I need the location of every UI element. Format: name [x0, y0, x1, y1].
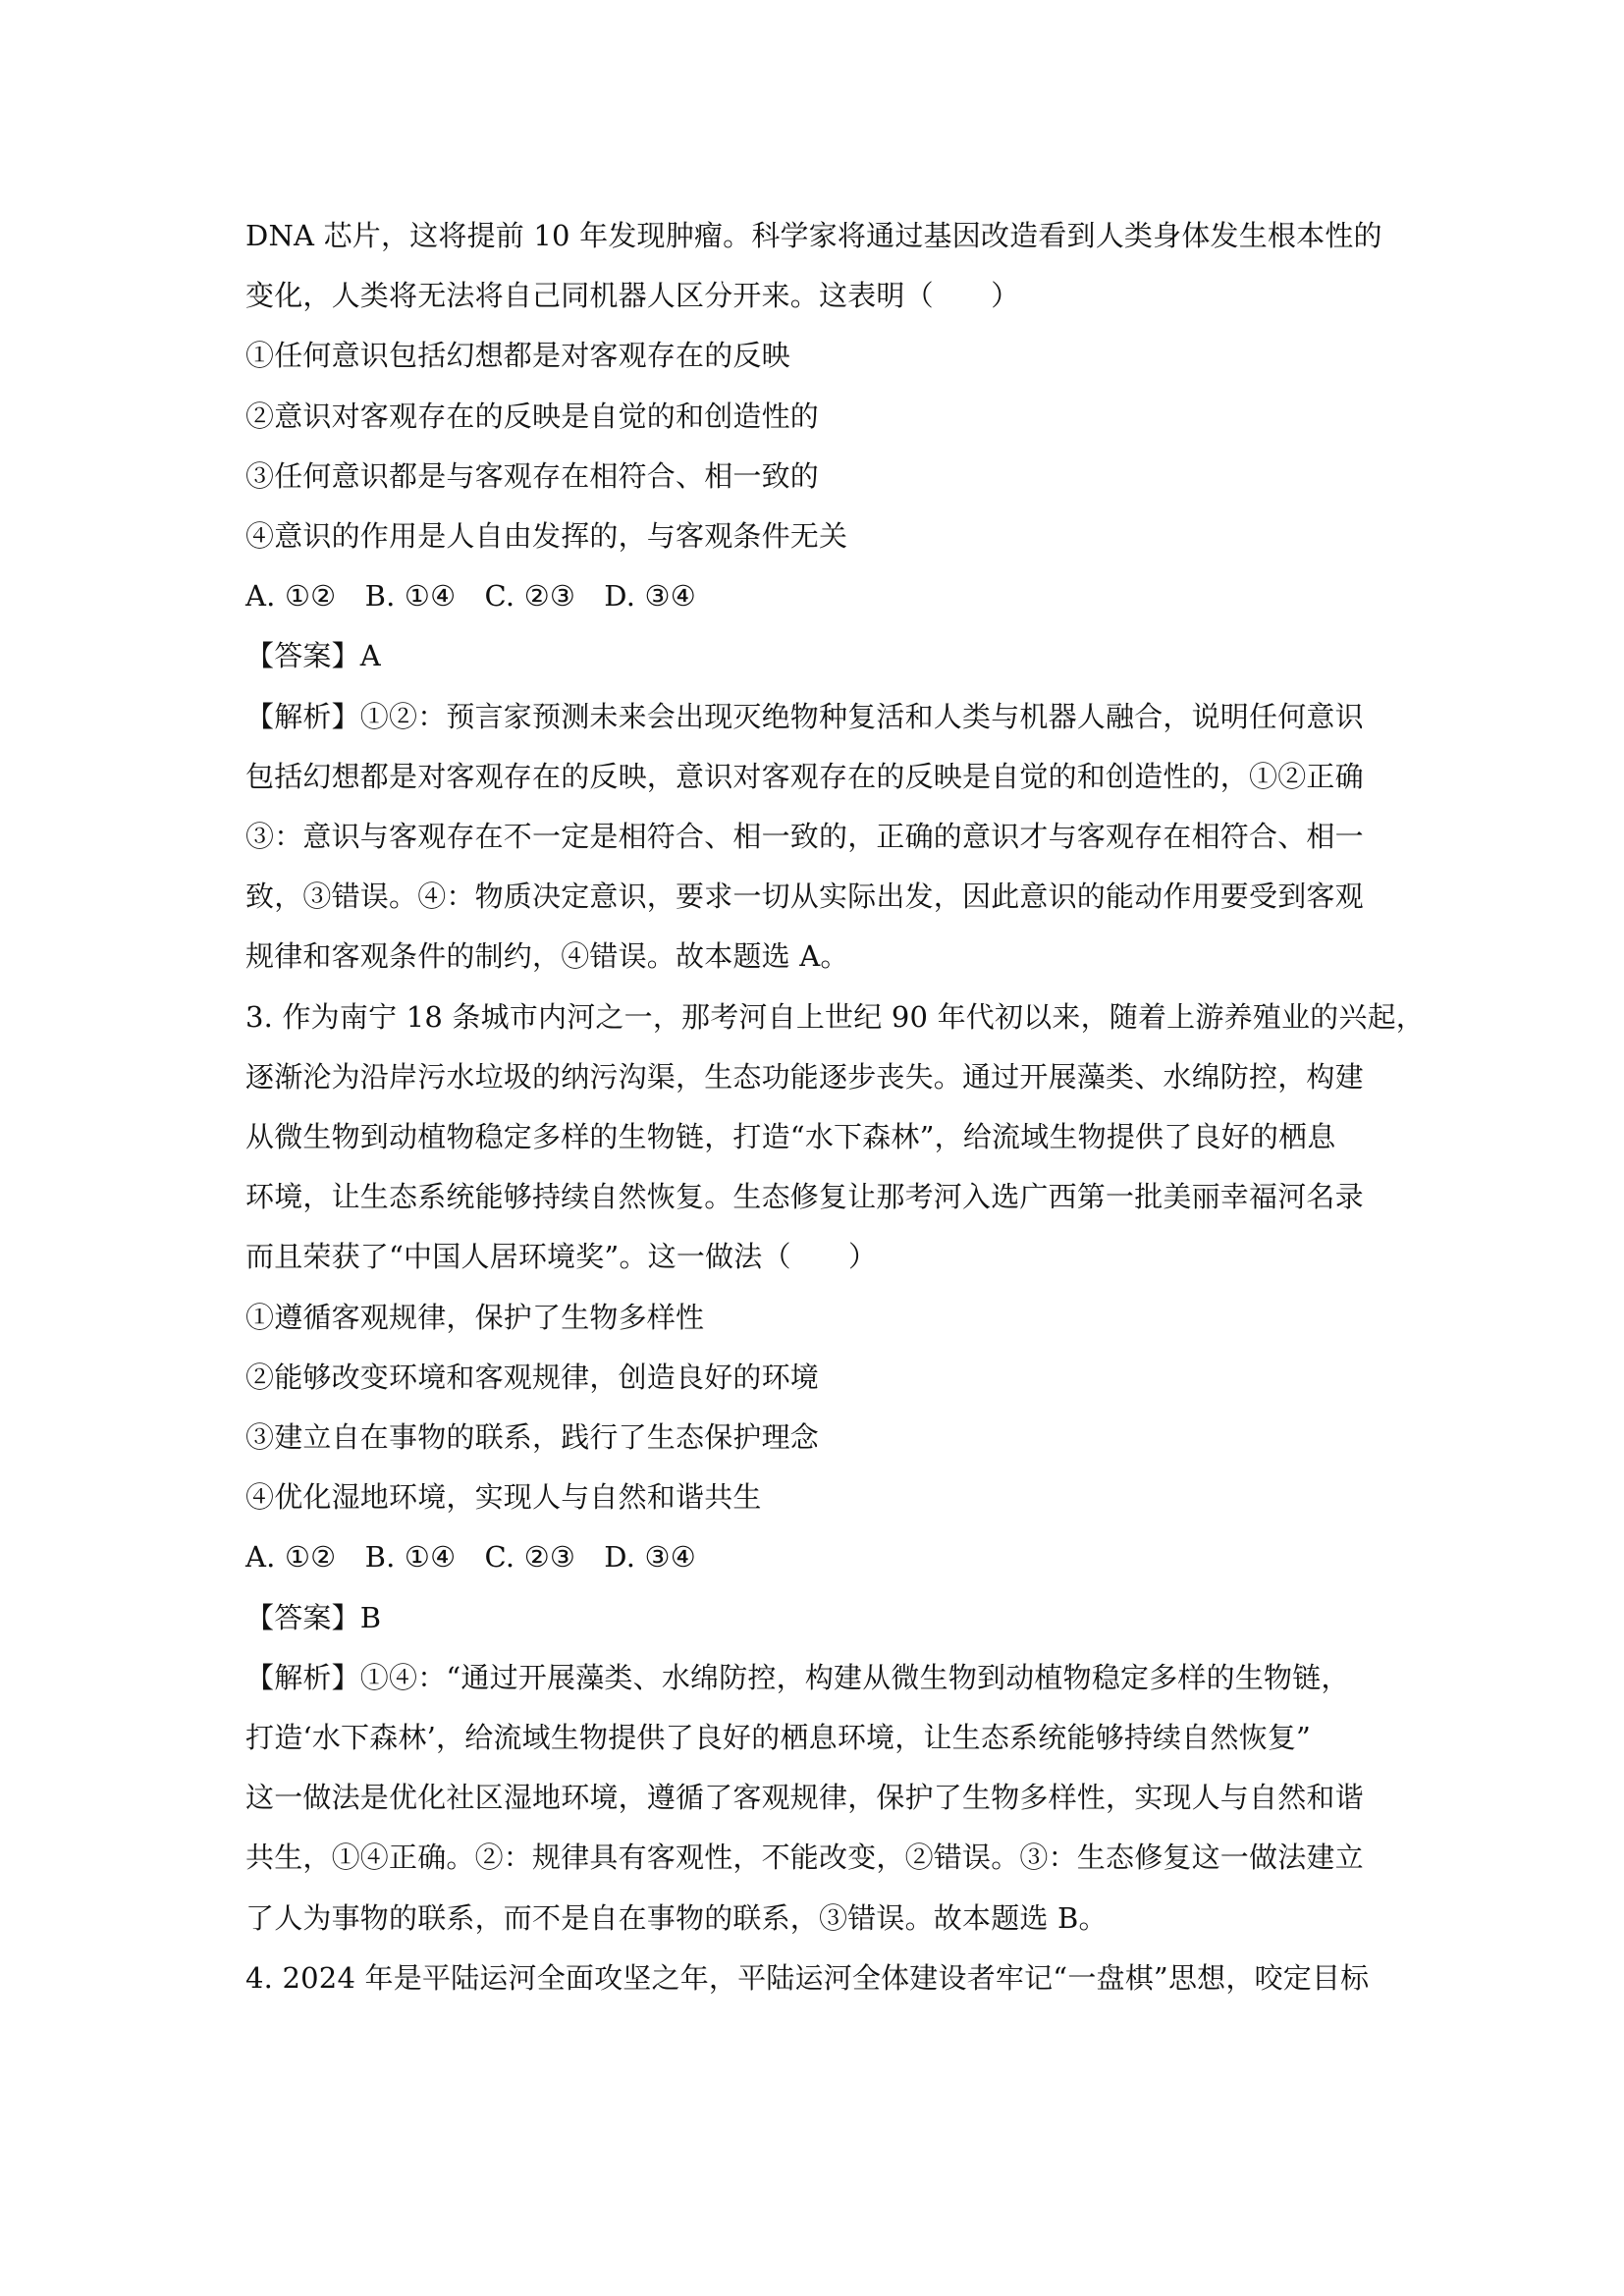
q2-stem-line-2: 变化，人类将无法将自己同机器人区分开来。这表明（ ） [245, 279, 1020, 313]
q3-choices: A. ①② B. ①④ C. ②③ D. ③④ [245, 1540, 696, 1575]
q3-option-1: ①遵循客观规律，保护了生物多样性 [245, 1300, 705, 1334]
q3-stem-line-3: 从微生物到动植物稳定多样的生物链，打造“水下森林”，给流域生物提供了良好的栖息 [245, 1120, 1336, 1154]
q2-analysis-line-4: 致，③错误。④：物质决定意识，要求一切从实际出发，因此意识的能动作用要受到客观 [245, 880, 1364, 914]
q3-stem-line-2: 逐渐沦为沿岸污水垃圾的纳污沟渠，生态功能逐步丧失。通过开展藻类、水绵防控，构建 [245, 1059, 1364, 1094]
q3-analysis-line-2: 打造‘水下森林’，给流域生物提供了良好的栖息环境，让生态系统能够持续自然恢复” [245, 1721, 1312, 1755]
q3-analysis-line-5: 了人为事物的联系，而不是自在事物的联系，③错误。故本题选 B。 [245, 1900, 1108, 1935]
q3-stem-line-4: 环境，让生态系统能够持续自然恢复。生态修复让那考河入选广西第一批美丽幸福河名录 [245, 1180, 1364, 1214]
q3-analysis-line-4: 共生，①④正确。②：规律具有客观性，不能改变，②错误。③：生态修复这一做法建立 [245, 1841, 1364, 1875]
q2-analysis-line-3: ③：意识与客观存在不一定是相符合、相一致的，正确的意识才与客观存在相符合、相一 [245, 820, 1364, 854]
q2-option-4: ④意识的作用是人自由发挥的，与客观条件无关 [245, 519, 848, 554]
q3-option-2: ②能够改变环境和客观规律，创造良好的环境 [245, 1360, 820, 1394]
q3-answer: 【答案】B [245, 1600, 382, 1634]
q2-analysis-line-5: 规律和客观条件的制约，④错误。故本题选 A。 [245, 939, 849, 974]
q4-stem-line-1: 4. 2024 年是平陆运河全面攻坚之年，平陆运河全体建设者牢记“一盘棋”思想，咬定目标 [245, 1960, 1370, 1995]
q2-analysis-line-2: 包括幻想都是对客观存在的反映，意识对客观存在的反映是自觉的和创造性的，①②正确 [245, 759, 1364, 793]
q3-option-3: ③建立自在事物的联系，践行了生态保护理念 [245, 1420, 820, 1455]
q2-choices: A. ①② B. ①④ C. ②③ D. ③④ [245, 579, 696, 614]
q2-stem-line-1: DNA 芯片，这将提前 10 年发现肿瘤。科学家将通过基因改造看到人类身体发生根本性的 [245, 219, 1382, 252]
q3-stem-line-5: 而且荣获了“中国人居环境奖”。这一做法（ ） [245, 1240, 878, 1274]
q2-option-3: ③任何意识都是与客观存在相符合、相一致的 [245, 458, 820, 493]
q2-answer: 【答案】A [245, 639, 381, 673]
q3-stem-line-1: 3. 作为南宁 18 条城市内河之一，那考河自上世纪 90 年代初以来，随着上游养殖业的兴起， [245, 999, 1425, 1034]
q2-option-1: ①任何意识包括幻想都是对客观存在的反映 [245, 339, 790, 373]
q2-option-2: ②意识对客观存在的反映是自觉的和创造性的 [245, 399, 820, 433]
q3-analysis-line-1: 【解析】①④：“通过开展藻类、水绵防控，构建从微生物到动植物稳定多样的生物链， [245, 1660, 1350, 1694]
q3-option-4: ④优化湿地环境，实现人与自然和谐共生 [245, 1480, 762, 1515]
q2-analysis-line-1: 【解析】①②：预言家预测未来会出现灭绝物种复活和人类与机器人融合，说明任何意识 [245, 699, 1364, 733]
q3-analysis-line-3: 这一做法是优化社区湿地环境，遵循了客观规律，保护了生物多样性，实现人与自然和谐 [245, 1781, 1364, 1815]
document-body [245, 206, 1425, 2008]
